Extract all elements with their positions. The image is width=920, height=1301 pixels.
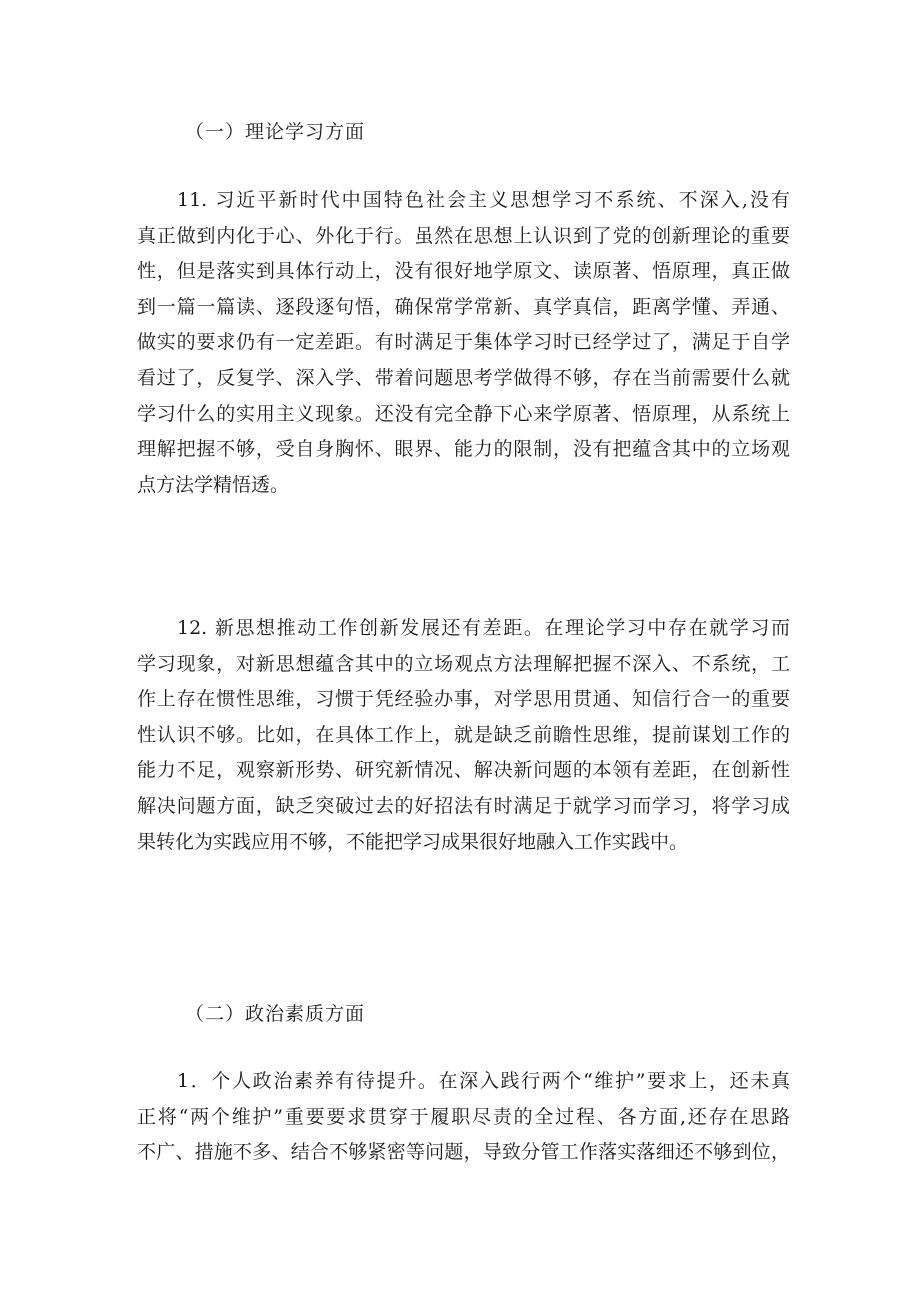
paragraph-line: 点方法学精悟透。 — [137, 473, 290, 496]
paragraph-line: 看过了，反复学、深入学、带着问题思考学做得不够，存在当前需要什么就 — [137, 366, 790, 389]
paragraph-line: 性认识不够。比如，在具体工作上，就是缺乏前瞻性思维，提前谋划工作的 — [137, 723, 790, 746]
paragraph-line: 12. 新思想推动工作创新发展还有差距。在理论学习中存在就学习而 — [177, 617, 790, 639]
paragraph-line: 性，但是落实到具体行动上，没有很好地学原文、读原著、悟原理，真正做 — [137, 260, 790, 283]
paragraph-line: 11. 习近平新时代中国特色社会主义思想学习不系统、不深入,没有 — [177, 189, 790, 211]
paragraph-line: 学习现象，对新思想蕴含其中的立场观点方法理解把握不深入、不系统，工 — [137, 652, 790, 675]
section-heading-political-quality: （二）政治素质方面 — [185, 1003, 366, 1025]
paragraph-line: 能力不足，观察新形势、研究新情况、解决新问题的本领有差距，在创新性 — [137, 759, 790, 782]
paragraph-line: 做实的要求仍有一定差距。有时满足于集体学习时已经学过了，满足于自学 — [137, 331, 790, 354]
paragraph-line: 学习什么的实用主义现象。还没有完全静下心来学原著、悟原理，从系统上 — [137, 402, 790, 425]
paragraph-line: 1．个人政治素养有待提升。在深入践行两个“维护”要求上，还未真 — [177, 1070, 790, 1092]
paragraph-item-11 — [137, 183, 790, 503]
paragraph-line: 解决问题方面，缺乏突破过去的好招法有时满足于就学习而学习，将学习成 — [137, 794, 790, 817]
paragraph-line: 不广、措施不多、结合不够紧密等问题，导致分管工作落实落细还不够到位， — [137, 1141, 790, 1164]
paragraph-item-1 — [137, 1064, 790, 1171]
section-heading-theory-study: （一）理论学习方面 — [185, 121, 366, 143]
paragraph-line: 到一篇一篇读、逐段逐句悟，确保常学常新、真学真信，距离学懂、弄通、 — [137, 295, 790, 318]
paragraph-line: 作上存在惯性思维，习惯于凭经验办事，对学思用贯通、知信行合一的重要 — [137, 688, 790, 711]
paragraph-line: 理解把握不够，受自身胸怀、眼界、能力的限制，没有把蕴含其中的立场观 — [137, 438, 790, 461]
paragraph-line: 正将“两个维护”重要要求贯穿于履职尽责的全过程、各方面,还存在思路 — [137, 1105, 790, 1128]
paragraph-item-12 — [137, 611, 790, 860]
paragraph-line: 真正做到内化于心、外化于行。虽然在思想上认识到了党的创新理论的重要 — [137, 224, 790, 247]
paragraph-line: 果转化为实践应用不够，不能把学习成果很好地融入工作实践中。 — [137, 830, 689, 853]
